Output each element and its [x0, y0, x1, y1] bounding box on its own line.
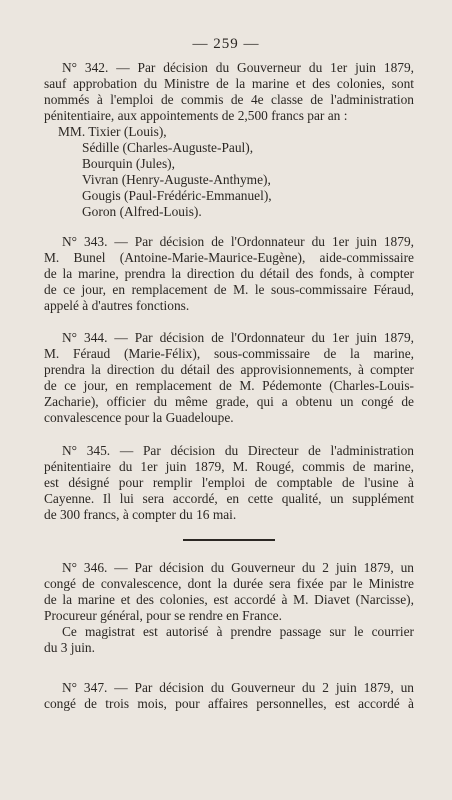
text-line: prendra la direction du détail des approvisionnements, à compter	[44, 362, 414, 377]
text-line: Gougis (Paul-Frédéric-Emmanuel),	[82, 188, 272, 203]
text-line: Bourquin (Jules),	[82, 156, 175, 171]
text-line: Goron (Alfred-Louis).	[82, 204, 202, 219]
text-line: MM. Tixier (Louis),	[58, 124, 167, 139]
paragraph-344	[44, 330, 414, 426]
text-line: Sédille (Charles-Auguste-Paul),	[82, 140, 254, 155]
text-line: Vivran (Henry-Auguste-Anthyme),	[82, 172, 271, 187]
text-line: convalescence pour la Guadeloupe.	[44, 410, 234, 425]
text-line: Cayenne. Il lui sera accordé, en cette qualité, un supplément	[44, 491, 414, 506]
paragraph-346	[44, 560, 414, 656]
text-line: de la marine et des colonies, est accordé à M. Diavet (Narcisse),	[44, 592, 414, 607]
text-line: N° 346. — Par décision du Gouverneur du 2 juin 1879, un	[62, 560, 414, 575]
text-line: sauf approbation du Ministre de la marine et des colonies, sont	[44, 76, 414, 91]
text-line: M. Féraud (Marie-Félix), sous-commissaire de la marine,	[44, 346, 414, 361]
text-line: nommés à l'emploi de commis de 4e classe de l'administration	[44, 92, 414, 107]
text-line: appelé à d'autres fonctions.	[44, 298, 190, 313]
text-line: N° 347. — Par décision du Gouverneur du 2 juin 1879, un	[62, 680, 414, 695]
text-line: pénitentiaire du 1er juin 1879, M. Rougé, commis de marine,	[44, 459, 414, 474]
page-number: — 259 —	[192, 36, 260, 52]
text-line: N° 342. — Par décision du Gouverneur du 1er juin 1879,	[62, 60, 414, 75]
text-line: du 3 juin.	[44, 640, 95, 655]
text-line: N° 343. — Par décision de l'Ordonnateur du 1er juin 1879,	[62, 234, 414, 249]
text-line: Ce magistrat est autorisé à prendre passage sur le courrier	[62, 624, 414, 639]
text-line: Procureur général, pour se rendre en France.	[44, 608, 282, 623]
text-line: M. Bunel (Antoine-Marie-Maurice-Eugène), aide-commissaire	[44, 250, 414, 265]
text-line: N° 345. — Par décision du Directeur de l'administration	[62, 443, 414, 458]
paragraph-345	[44, 443, 414, 523]
text-line: de ce jour, en remplacement de M. le sous-commissaire Féraud,	[44, 282, 414, 297]
text-line: Zacharie), officier du même grade, qui a obtenu un congé de	[44, 394, 414, 409]
section-divider	[183, 539, 275, 541]
text-line: congé de trois mois, pour affaires personnelles, est accordé à	[44, 696, 414, 711]
text-line: est désigné pour remplir l'emploi de comptable de l'usine à	[44, 475, 414, 490]
text-line: de la marine, prendra la direction du détail des fonds, à compter	[44, 266, 414, 281]
text-line: de ce jour, en remplacement de M. Pédemonte (Charles-Louis-	[44, 378, 414, 393]
paragraph-342	[44, 60, 414, 220]
text-line: N° 344. — Par décision de l'Ordonnateur du 1er juin 1879,	[62, 330, 414, 345]
text-line: congé de convalescence, dont la durée sera fixée par le Ministre	[44, 576, 414, 591]
paragraph-343	[44, 234, 414, 314]
paragraph-347	[44, 680, 414, 712]
text-line: de 300 francs, à compter du 16 mai.	[44, 507, 237, 522]
text-line: pénitentiaire, aux appointements de 2,500 francs par an :	[44, 108, 348, 123]
